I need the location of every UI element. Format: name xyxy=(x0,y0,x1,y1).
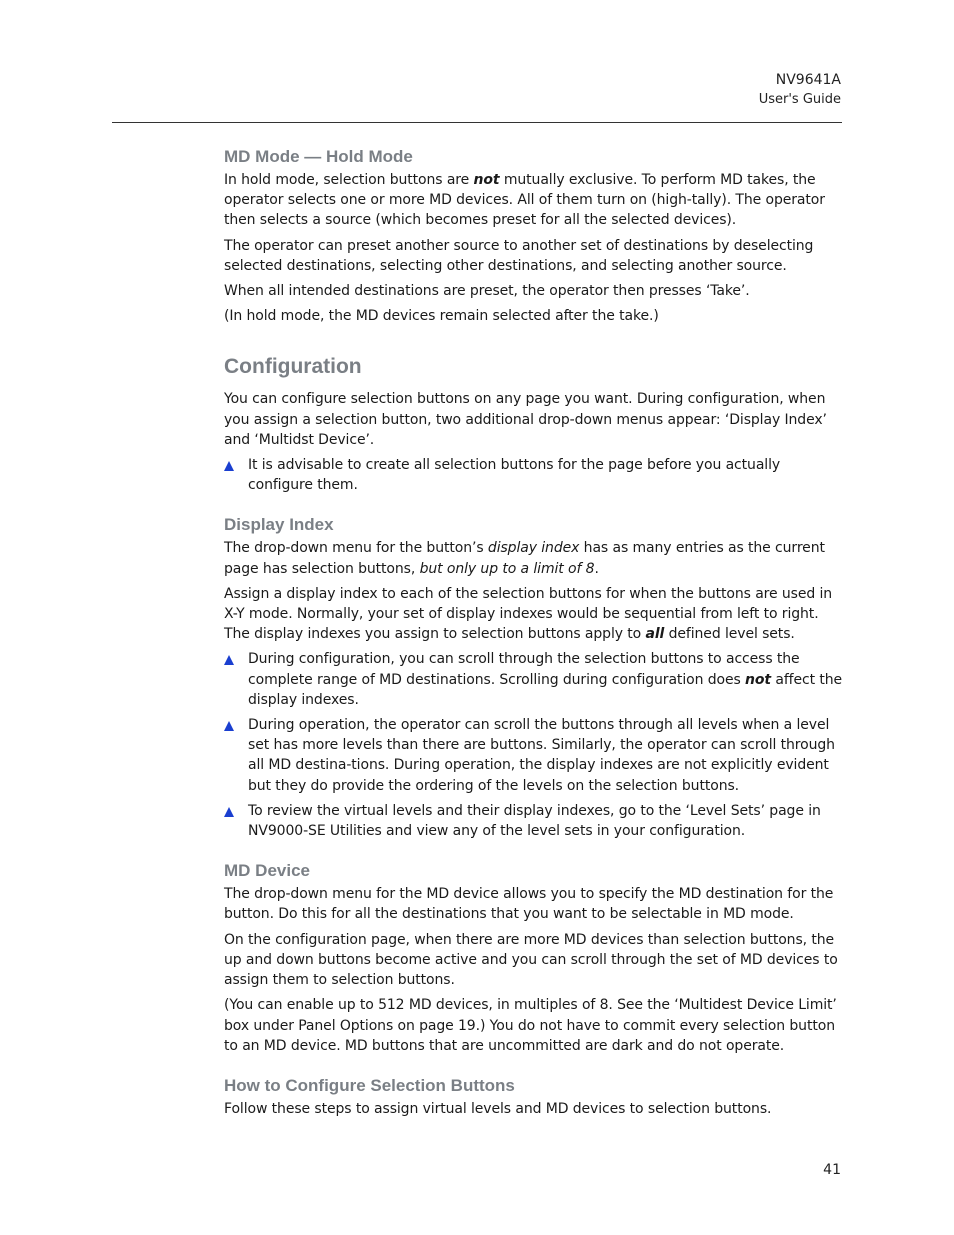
paragraph: The drop-down menu for the MD device allows you to specify the MD destination for the button. Do this for all the destinations that you want to be selectable in MD mode. xyxy=(224,886,834,923)
paragraph xyxy=(224,170,844,231)
paragraph: You can configure selection buttons on any page you want. During configuration, when you assign a selection button, two additional drop-down menus appear: ‘Display Index’ and ‘Multidst Device’. xyxy=(224,391,827,448)
emphasis-all: all xyxy=(645,626,665,643)
page-content xyxy=(224,146,844,1124)
section-how-to-configure xyxy=(224,1075,844,1119)
spacer xyxy=(224,331,844,353)
spacer xyxy=(224,1061,844,1075)
spacer xyxy=(224,500,844,514)
paragraph: On the configuration page, when there are more MD devices than selection buttons, the up and down buttons become active and you can scroll through the set of MD devices to assign them to selection buttons. xyxy=(224,931,838,989)
paragraph: When all intended destinations are preset, the operator then presses ‘Take’. xyxy=(224,283,750,300)
triangle-bullet-icon xyxy=(224,655,234,665)
paragraph: (In hold mode, the MD devices remain selected after the take.) xyxy=(224,308,659,325)
emphasis-not: not xyxy=(745,671,771,688)
paragraph xyxy=(224,584,844,645)
triangle-bullet-icon xyxy=(224,721,234,731)
emphasis: but only up to a limit of 8 xyxy=(419,560,595,577)
heading-md-device: MD Device xyxy=(224,861,310,881)
text-run: Assign a display index to each of the selection buttons for when the buttons are used in X-Y mode. Normally, your set of display indexes would be sequential from left to right. The display indexes you assign to selection buttons apply to xyxy=(224,585,833,643)
triangle-bullet-icon xyxy=(224,461,234,471)
header-product: NV9641A xyxy=(775,72,841,88)
bullet-item xyxy=(224,455,844,495)
paragraph: (You can enable up to 512 MD devices, in multiples of 8. See the ‘Multidest Device Limit’ box under Panel Options on page 19.) You do not have to commit every selection button to an MD device. MD buttons that are uncommitted are dark and do not operate. xyxy=(224,997,837,1054)
section-md-mode-hold xyxy=(224,146,844,326)
page-header xyxy=(759,70,841,110)
emphasis: display index xyxy=(487,540,580,557)
heading-md-mode-hold: MD Mode — Hold Mode xyxy=(224,147,413,166)
section-display-index xyxy=(224,514,844,841)
bullet-item xyxy=(224,801,844,841)
paragraph: Follow these steps to assign virtual levels and MD devices to selection buttons. xyxy=(224,1100,772,1117)
header-doc-type: User's Guide xyxy=(758,92,841,107)
bullet-item xyxy=(224,649,844,710)
bullet-text: During configuration, you can scroll through the selection buttons to access the complete range of MD destinations. Scrolling during configuration does xyxy=(248,651,800,688)
page-number: 41 xyxy=(823,1162,841,1178)
emphasis-not: not xyxy=(473,172,500,188)
triangle-bullet-icon xyxy=(224,807,234,817)
spacer xyxy=(224,846,844,860)
bullet-text: It is advisable to create all selection buttons for the page before you actually configure them. xyxy=(248,457,781,494)
text-run: The drop-down menu for the button’s xyxy=(224,540,488,557)
bullet-text: To review the virtual levels and their display indexes, go to the ‘Level Sets’ page in NV9000-SE Utilities and view any of the level sets in your configuration. xyxy=(248,802,821,840)
text-run: . xyxy=(594,560,599,577)
bullet-item xyxy=(224,715,844,796)
heading-display-index: Display Index xyxy=(224,515,334,535)
paragraph xyxy=(224,538,844,578)
section-md-device xyxy=(224,860,844,1056)
text-run: has as many entries as the current page has selection buttons, xyxy=(224,540,825,577)
paragraph: The operator can preset another source to another set of destinations by deselecting selected destinations, selecting other destinations, and selecting another source. xyxy=(224,237,814,274)
section-configuration xyxy=(224,353,844,495)
text-run: defined level sets. xyxy=(664,626,795,643)
bullet-text: affect the display indexes. xyxy=(248,671,843,708)
heading-configuration: Configuration xyxy=(224,355,362,379)
heading-how-to-configure: How to Configure Selection Buttons xyxy=(224,1075,515,1095)
header-rule xyxy=(112,122,842,123)
text-run: In hold mode, selection buttons are xyxy=(224,172,474,188)
text-run: mutually exclusive. To perform MD takes, the operator selects one or more MD devices. All of them turn on (high-tally). The operator then selects a source (which becomes preset for all the selected devices). xyxy=(224,172,825,229)
bullet-text: During operation, the operator can scroll the buttons through all levels when a level set has more levels than there are buttons. Similarly, the operator can scroll through all MD destina-tions. During operation, the display indexes are not explicitly evident but they do provide the ordering of the levels on the selection buttons. xyxy=(248,717,835,794)
